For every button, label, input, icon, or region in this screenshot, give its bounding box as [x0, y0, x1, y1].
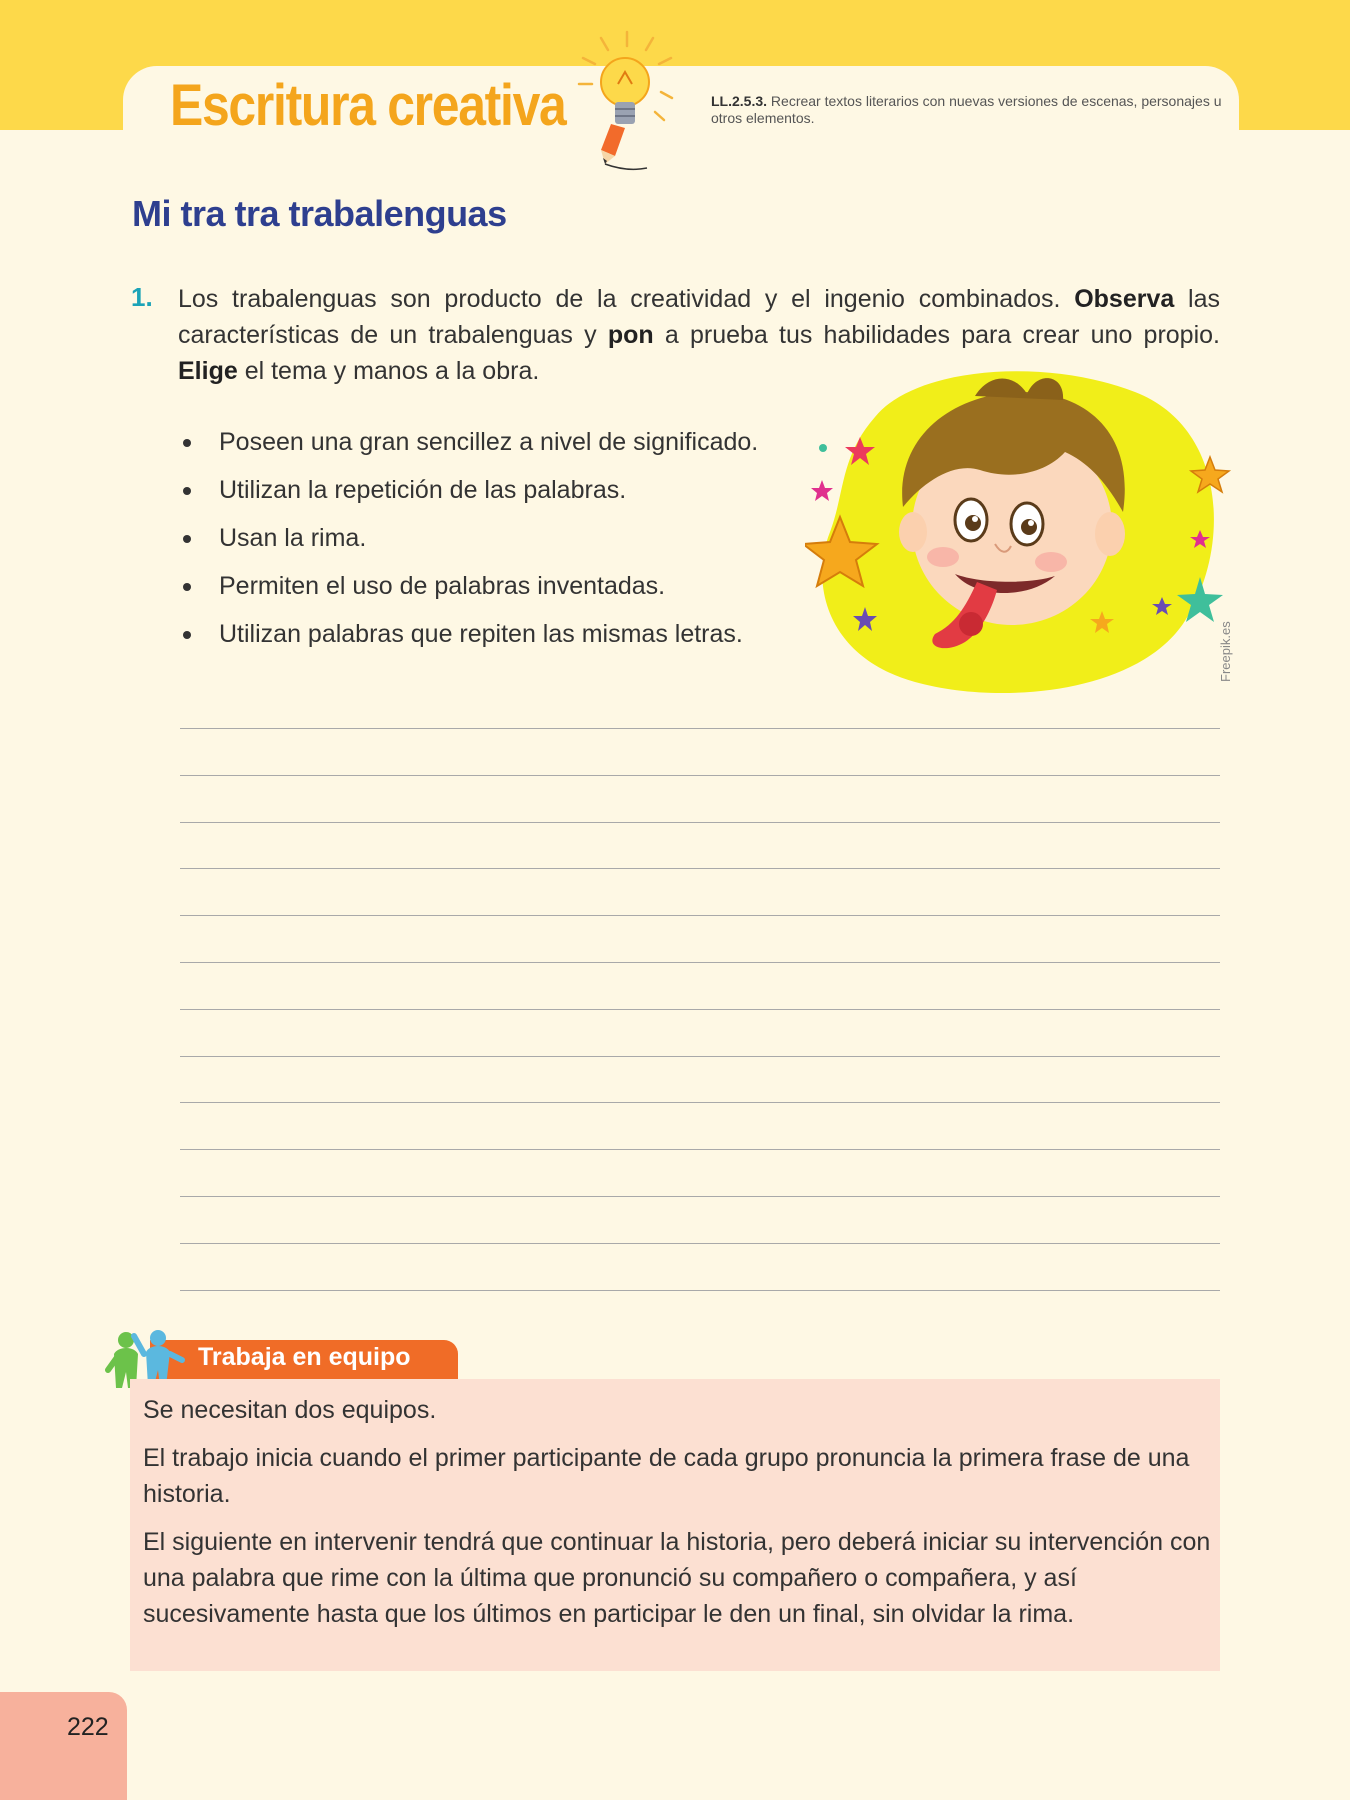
feature-text: Permiten el uso de palabras inventadas.	[219, 572, 666, 600]
feature-text: Utilizan palabras que repiten las mismas letras.	[219, 620, 743, 648]
teamwork-paragraph: El siguiente en intervenir tendrá que continuar la historia, pero deberá iniciar su intervención con una palabra que rime con la última que pronunció su compañero o compañera, y así sucesivamente hasta que los últimos en participar le den un final, sin olvidar la rima.	[143, 1528, 1211, 1628]
feature-item	[178, 564, 758, 612]
teamwork-text	[143, 1392, 1211, 1644]
teamwork-paragraph: Se necesitan dos equipos.	[143, 1396, 437, 1424]
writing-line	[180, 1102, 1220, 1103]
feature-list	[178, 420, 758, 660]
teamwork-title: Trabaja en equipo	[198, 1343, 411, 1371]
bullet-icon	[183, 487, 191, 495]
writing-line	[180, 962, 1220, 963]
writing-line	[180, 1196, 1220, 1197]
writing-area[interactable]	[180, 728, 1220, 1336]
instruction-verb-pon: pon	[607, 321, 654, 349]
writing-line	[180, 728, 1220, 729]
instruction-verb-observa: Observa	[1074, 285, 1175, 313]
instruction-text-4: el tema y manos a la obra.	[237, 357, 540, 385]
feature-item	[178, 516, 758, 564]
writing-line	[180, 868, 1220, 869]
feature-text: Poseen una gran sencillez a nivel de significado.	[219, 428, 759, 456]
instruction-text-1: Los trabalenguas son producto de la creatividad y el ingenio combinados.	[178, 285, 1075, 313]
page-title: Escritura creativa	[170, 73, 566, 138]
bullet-icon	[183, 439, 191, 447]
skill-criterion	[711, 93, 1226, 127]
bullet-icon	[183, 583, 191, 591]
boy-tongue-twister-illustration	[805, 362, 1235, 700]
image-credit: Freepik.es	[1218, 621, 1233, 682]
feature-item	[178, 420, 758, 468]
writing-line	[180, 1243, 1220, 1244]
writing-line	[180, 1149, 1220, 1150]
writing-line	[180, 1290, 1220, 1291]
instruction-text-2: las características de un trabalenguas y	[178, 285, 1220, 349]
feature-text: Utilizan la repetición de las palabras.	[219, 476, 627, 504]
page-number: 222	[67, 1713, 109, 1741]
writing-line	[180, 1009, 1220, 1010]
teamwork-paragraph: El trabajo inicia cuando el primer participante de cada grupo pronuncia la primera frase de una historia.	[143, 1444, 1190, 1508]
feature-item	[178, 468, 758, 516]
writing-line	[180, 775, 1220, 776]
writing-line	[180, 1056, 1220, 1057]
activity-number: 1.	[131, 282, 153, 312]
skill-description: Recrear textos literarios con nuevas versiones de escenas, personajes u otros elementos.	[711, 93, 1222, 126]
instruction-verb-elige: Elige	[178, 357, 238, 385]
feature-text: Usan la rima.	[219, 524, 367, 552]
instruction-text-3: a prueba tus habilidades para crear uno propio.	[653, 321, 1220, 349]
section-title: Mi tra tra trabalenguas	[132, 193, 507, 234]
page-number-tab	[0, 1692, 127, 1800]
bullet-icon	[183, 535, 191, 543]
skill-code: LL.2.5.3.	[711, 93, 768, 109]
bullet-icon	[183, 631, 191, 639]
lightbulb-pencil-icon	[575, 28, 675, 176]
writing-line	[180, 822, 1220, 823]
writing-line	[180, 915, 1220, 916]
feature-item	[178, 612, 758, 660]
